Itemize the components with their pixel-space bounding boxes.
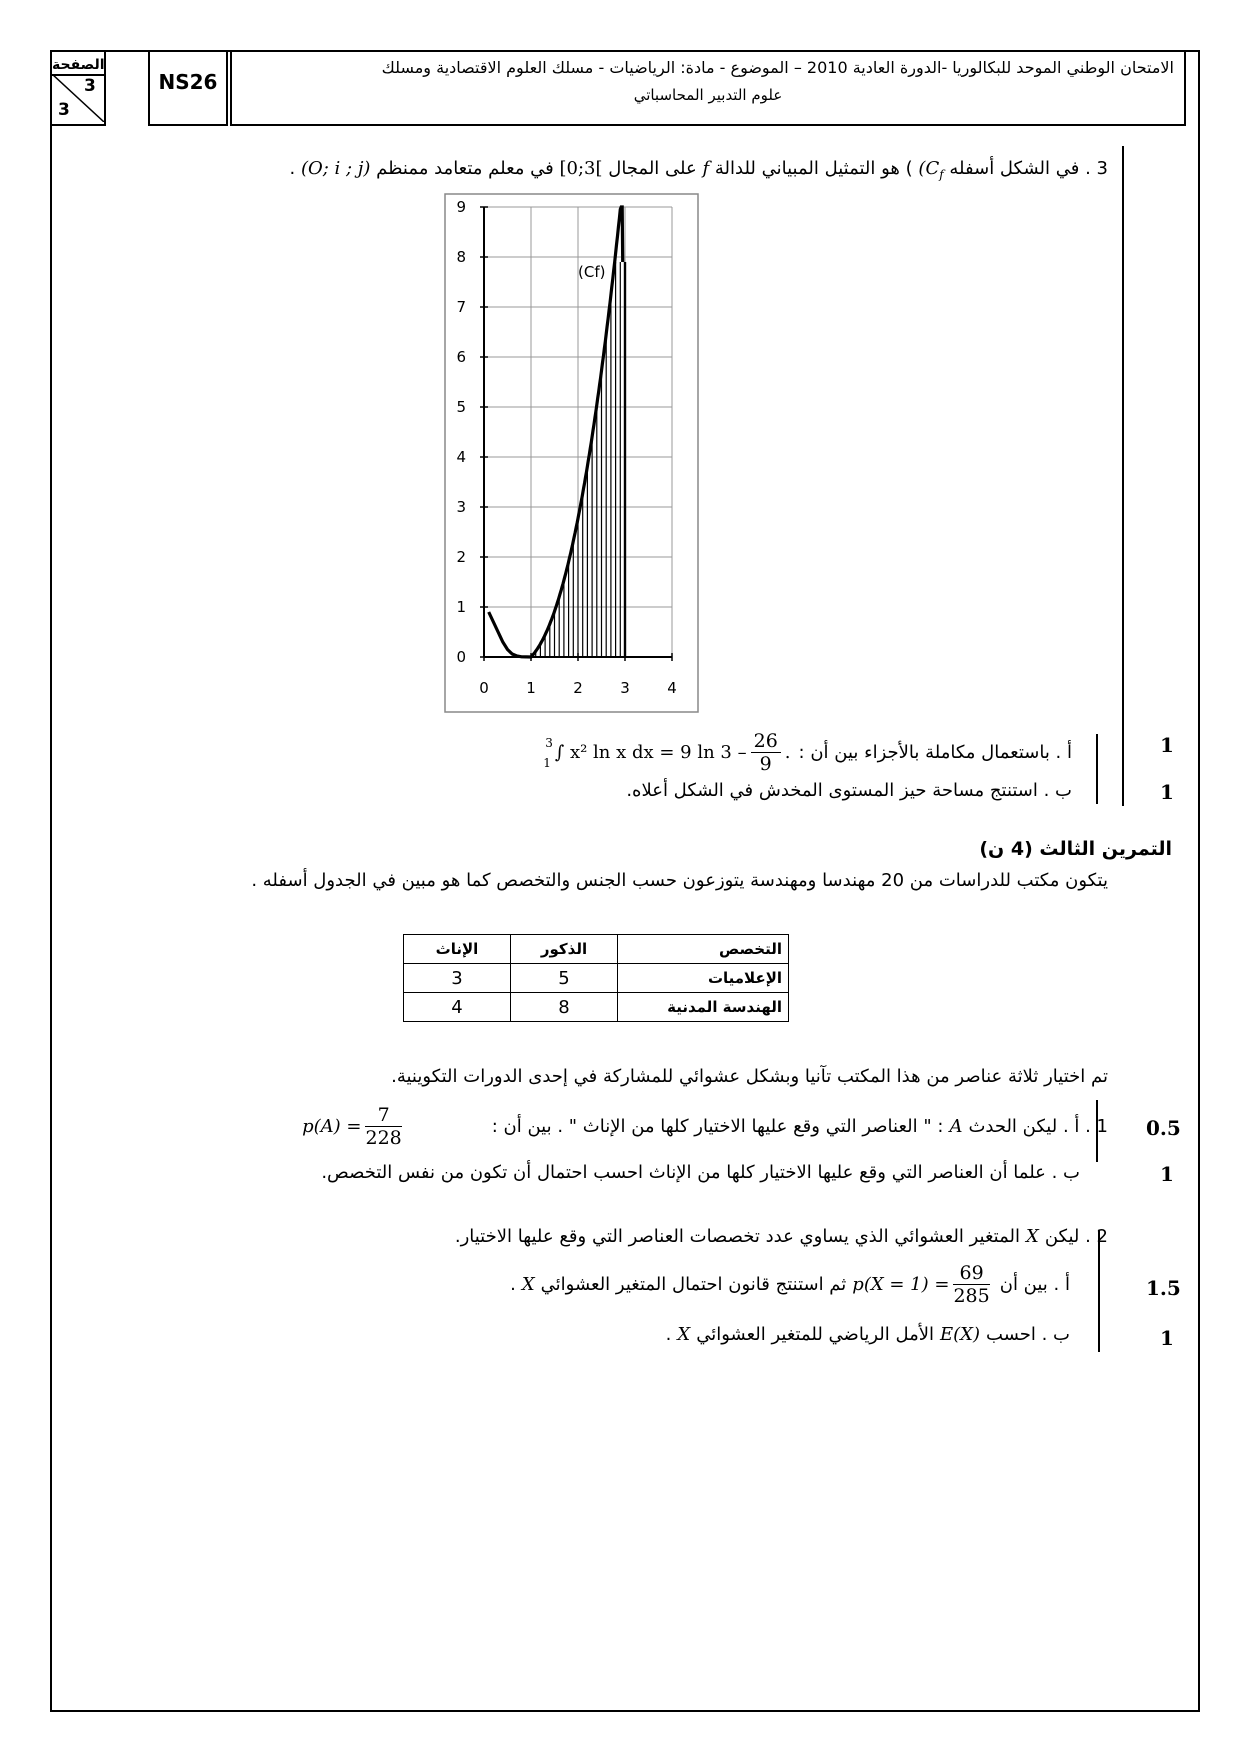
q3-f: f [702, 158, 710, 179]
q2a [510, 1262, 1070, 1307]
q1a-text: 1 . أ . ليكن الحدث [968, 1116, 1108, 1137]
question-rule [1122, 146, 1124, 806]
q1a-mid: : " العناصر التي وقع عليها الاختيار كلها من الإناث " . بين أن : [491, 1116, 944, 1137]
table-row [404, 964, 789, 993]
q2a-den: 285 [953, 1285, 990, 1307]
q2b-dot: . [665, 1324, 672, 1345]
q3-intro-dot: . [289, 158, 296, 179]
page-label: الصفحة [52, 56, 104, 76]
page-number-box [50, 52, 106, 126]
q1a-formula: p(A) = [302, 1116, 362, 1137]
y-tick-label: 5 [456, 398, 466, 416]
y-tick-label: 1 [456, 598, 466, 616]
points-rule [1096, 734, 1098, 804]
q3-intro-prefix: 3 . في الشكل أسفله [949, 158, 1108, 179]
q1a-event: A [949, 1116, 963, 1137]
points-q2b: 1 [1160, 1326, 1174, 1350]
table-cell: 3 [404, 964, 511, 993]
chart-border [445, 194, 698, 712]
q3-frame: (O; i ; j) [300, 158, 371, 179]
q3a-text: أ . باستعمال مكاملة بالأجزاء بين أن : [798, 742, 1072, 763]
y-tick-label: 2 [456, 548, 466, 566]
q2a-num: 69 [953, 1262, 989, 1285]
exam-title-box [230, 52, 1186, 126]
q2b-rest: الأمل الرياضي للمتغير العشوائي [696, 1324, 935, 1345]
points-rule-3 [1098, 1230, 1100, 1352]
points-q1a: 0.5 [1146, 1116, 1181, 1140]
q2b [666, 1324, 1070, 1345]
points-q1b: 1 [1160, 1162, 1174, 1186]
q2b-expectation: E(X) [940, 1324, 981, 1345]
q3a-upper: 3 [545, 735, 553, 750]
question3-part-a [537, 730, 1072, 775]
q3a-num: 26 [751, 730, 781, 753]
q3-cf-sub: f [939, 167, 944, 182]
exam-code: NS26 [148, 52, 228, 126]
q2-variable: X [1025, 1226, 1039, 1247]
q2b-text: ب . احسب [986, 1324, 1070, 1345]
q3a-lower: 1 [543, 755, 551, 770]
q3a-fraction [751, 730, 781, 775]
y-tick-label: 4 [456, 448, 466, 466]
question3-intro [290, 158, 1108, 182]
q1a-fraction [365, 1104, 401, 1149]
table-header: الذكور [511, 935, 618, 964]
q1b-text: ب . علما أن العناصر التي وقع عليها الاختيار كلها من الإناث احسب احتمال أن تكون من نفس التخصص. [321, 1162, 1080, 1183]
q2 [455, 1226, 1108, 1247]
y-tick-label: 8 [456, 248, 466, 266]
q1a-den: 228 [365, 1127, 402, 1149]
q3-intro-end: في معلم متعامد ممنظم [376, 158, 554, 179]
y-tick-label: 3 [456, 498, 466, 516]
q3-interval: [0;3[ [559, 158, 603, 179]
q2a-formula: p(X = 1) = [852, 1274, 950, 1295]
q3-cf: (C [918, 158, 940, 179]
table-header-row [404, 935, 789, 964]
table-row [404, 993, 789, 1022]
x-tick-label: 4 [667, 679, 677, 697]
page-total: 3 [58, 100, 70, 120]
y-tick-label: 7 [456, 298, 466, 316]
exercise3-intro: يتكون مكتب للدراسات من 20 مهندسا ومهندسة يتوزعون حسب الجنس والتخصص كما هو مبين في الجدول أسفله . [251, 870, 1108, 891]
table-cell: 5 [511, 964, 618, 993]
curve-label: (Cf) [578, 263, 606, 281]
points-q3a: 1 [1160, 733, 1174, 757]
q3a-den: 9 [759, 753, 772, 775]
table-cell: 8 [511, 993, 618, 1022]
q3-intro-mid: ) هو التمثيل المبياني للدالة [714, 158, 913, 179]
function-chart [444, 193, 699, 713]
q2a-fraction [953, 1262, 989, 1307]
table-cell: 4 [404, 993, 511, 1022]
table-header: التخصص [618, 935, 789, 964]
q2a-text: أ . بين أن [999, 1274, 1070, 1295]
q2b-variable: X [677, 1324, 691, 1345]
points-q3b: 1 [1160, 780, 1174, 804]
exam-title-line2: علوم التدبير المحاسباتي [633, 86, 783, 104]
q3-intro-on: على المجال [608, 158, 697, 179]
q2a-dot: . [510, 1274, 516, 1295]
q2a-variable: X [521, 1274, 535, 1295]
q3a-dot: . [784, 742, 791, 763]
x-tick-label: 0 [479, 679, 489, 697]
q3b-text: ب . استنتج مساحة حيز المستوى المخدش في الشكل أعلاه. [626, 780, 1072, 801]
x-tick-label: 1 [526, 679, 536, 697]
q2-rest: المتغير العشوائي الذي يساوي عدد تخصصات العناصر التي وقع عليها الاختيار. [454, 1226, 1020, 1247]
y-tick-label: 6 [456, 348, 466, 366]
exam-title-line1: الامتحان الوطني الموحد للبكالوريا -الدورة العادية 2010 – الموضوع - مادة: الرياضيات - مسلك العلوم الاقتصادية ومسلك [381, 58, 1174, 77]
page-number: 3 [84, 76, 96, 96]
y-tick-label: 9 [456, 198, 466, 216]
q3a-formula: ∫ x² ln x dx = 9 ln 3 – [554, 742, 747, 763]
exercise3-title: التمرين الثالث (4 ن) [979, 838, 1172, 860]
table-cell: الهندسة المدنية [618, 993, 789, 1022]
x-tick-label: 3 [620, 679, 630, 697]
points-q2a: 1.5 [1146, 1276, 1181, 1300]
q2-text: 2 . ليكن [1044, 1226, 1108, 1247]
q1a-num: 7 [365, 1104, 401, 1127]
table-header: الإناث [404, 935, 511, 964]
data-table [403, 934, 789, 1022]
x-tick-label: 2 [573, 679, 583, 697]
q1a [302, 1104, 1108, 1149]
q2a-rest: ثم استنتج قانون احتمال المتغير العشوائي [540, 1274, 847, 1295]
table-cell: الإعلاميات [618, 964, 789, 993]
selection-text: تم اختيار ثلاثة عناصر من هذا المكتب تآنيا وبشكل عشوائي للمشاركة في إحدى الدورات التكوينية. [391, 1066, 1108, 1087]
y-tick-label: 0 [456, 648, 466, 666]
